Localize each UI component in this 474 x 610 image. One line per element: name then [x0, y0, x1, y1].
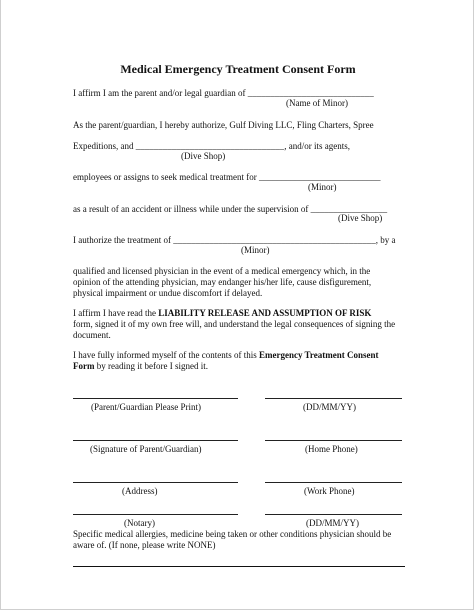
name-of-minor-caption: (Name of Minor)	[286, 98, 348, 108]
allergy-text-1: Specific medical allergies, medicine being taken or other conditions physician should be	[73, 529, 392, 539]
work-phone-caption: (Work Phone)	[304, 486, 355, 496]
informed-text-2: by reading it before I signed it.	[94, 361, 208, 371]
home-phone-caption: (Home Phone)	[305, 444, 358, 454]
employees-line: employees or assigns to seek medical treatment for ___________________________	[73, 172, 381, 182]
guardian-affirm-line: I affirm I am the parent and/or legal guardian of ____________________________	[73, 88, 374, 98]
address-line[interactable]	[73, 482, 238, 483]
allergy-text-2: aware of. (If none, please write NONE)	[73, 540, 216, 550]
dive-shop-caption: (Dive Shop)	[181, 151, 226, 161]
dive-shop-caption-2: (Dive Shop)	[338, 213, 383, 223]
parent-signature-line[interactable]	[73, 440, 238, 441]
date-caption-1: (DD/MM/YY)	[303, 402, 356, 412]
treatment-line: I authorize the treatment of _____________________________________________, by a	[73, 235, 396, 245]
notary-caption: (Notary)	[124, 518, 155, 528]
parent-print-caption: (Parent/Guardian Please Print)	[91, 402, 201, 412]
physician-text-1: qualified and licensed physician in the event of a medical emergency which, in the	[73, 266, 371, 276]
work-phone-line[interactable]	[265, 482, 402, 483]
date-line-2[interactable]	[265, 514, 402, 515]
parent-signature-caption: (Signature of Parent/Guardian)	[90, 444, 202, 454]
form-bold: Form	[73, 361, 95, 371]
informed-text: I have fully informed myself of the contents of this	[73, 350, 259, 360]
consent-form-bold: Emergency Treatment Consent	[258, 350, 379, 360]
date-line-1[interactable]	[265, 398, 402, 399]
informed-line-2	[73, 361, 208, 372]
liability-text: I affirm I have read the	[73, 308, 159, 318]
home-phone-line[interactable]	[265, 440, 402, 441]
form-title: Medical Emergency Treatment Consent Form	[120, 62, 356, 76]
liability-release-bold: LIABILITY RELEASE AND ASSUMPTION OF RISK	[158, 308, 372, 318]
parent-print-line[interactable]	[73, 398, 238, 399]
address-caption: (Address)	[122, 486, 158, 496]
liability-text-2: form, signed it of my own free will, and understand the legal consequences of signing the	[73, 319, 396, 329]
minor-caption: (Minor)	[308, 182, 337, 192]
date-caption-2: (DD/MM/YY)	[306, 518, 359, 528]
liability-text-3: document.	[73, 330, 111, 340]
physician-text-2: opinion of the attending physician, may endanger his/her life, cause disfigurement,	[73, 277, 372, 287]
authorize-line: As the parent/guardian, I hereby authorize, Gulf Diving LLC, Fling Charters, Spree	[73, 120, 374, 130]
informed-line	[73, 350, 378, 361]
supervision-line: as a result of an accident or illness while under the supervision of _________________	[73, 204, 388, 214]
expeditions-line: Expeditions, and _________________________________, and/or its agents,	[73, 141, 350, 151]
physician-text-3: physical impairment or undue discomfort if delayed.	[73, 288, 263, 298]
allergy-answer-line[interactable]	[73, 566, 405, 567]
notary-line[interactable]	[73, 514, 238, 515]
minor-caption-2: (Minor)	[241, 245, 270, 255]
liability-line	[73, 308, 371, 319]
